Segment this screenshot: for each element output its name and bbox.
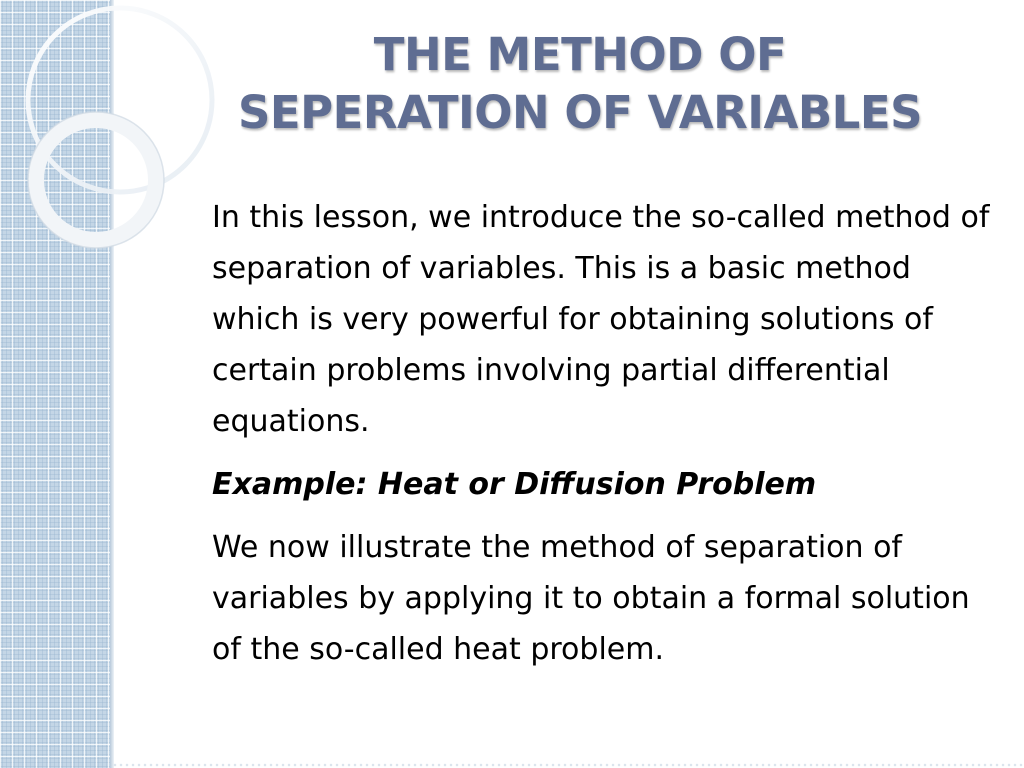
slide-body [212, 192, 1002, 687]
illustration-paragraph: We now illustrate the method of separation of variables by applying it to obtain a formal solution of the so-called heat problem. [212, 530, 970, 667]
example-heading: Example: Heat or Diffusion Problem [212, 467, 817, 502]
bottom-dotted-band [112, 762, 1024, 768]
slide-title [180, 26, 980, 142]
title-line-1: THE METHOD OF [373, 28, 787, 81]
small-ring [36, 120, 156, 240]
small-ring-shadow [28, 112, 164, 248]
intro-paragraph: In this lesson, we introduce the so-called method of separation of variables. This is a basic method which is very powerful for obtaining solutions of certain problems involving partial differential equations. [212, 200, 990, 439]
title-line-2: SEPERATION OF VARIABLES [238, 86, 922, 139]
